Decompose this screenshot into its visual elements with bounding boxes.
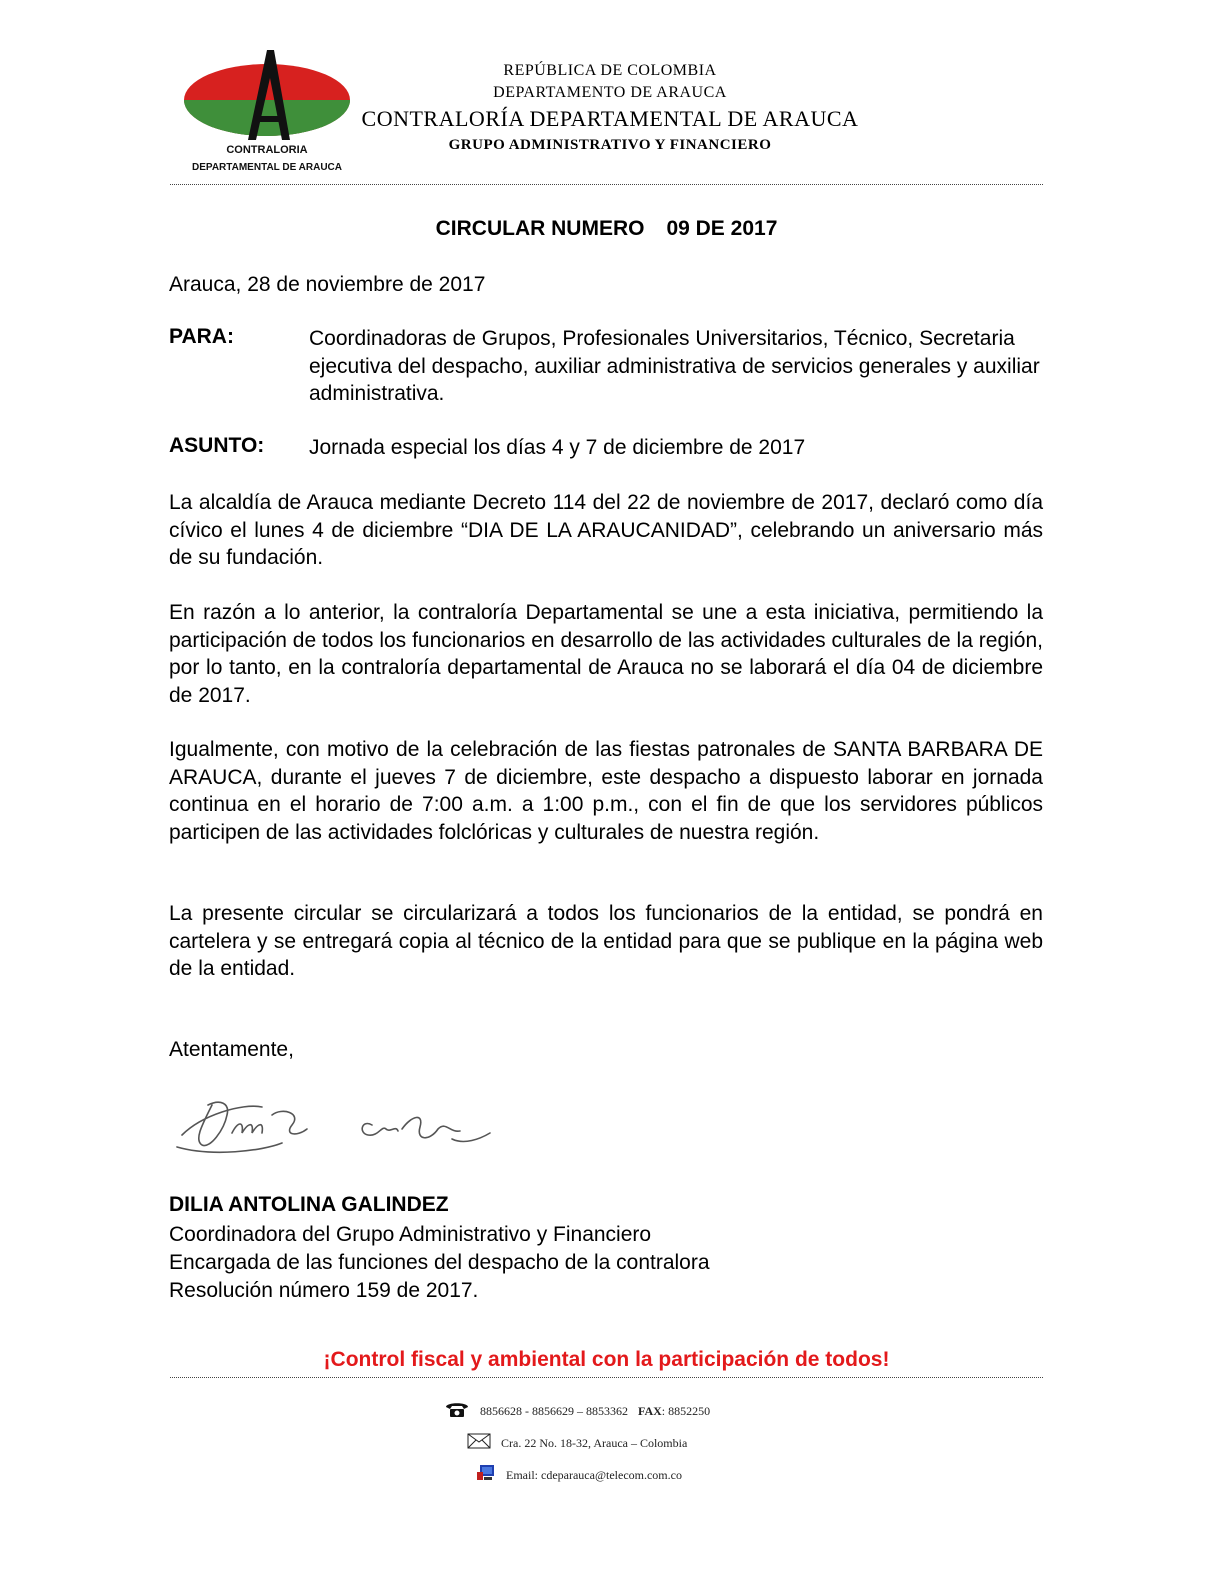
- body-paragraph: La alcaldía de Arauca mediante Decreto 114 del 22 de noviembre de 2017, declaró como día cívico el lunes 4 de diciembre “DIA DE LA ARAUCANIDAD”, celebrando un aniversario más de su fundación.: [169, 491, 1043, 569]
- contact-phone: [444, 1400, 710, 1422]
- asunto-subject: Jornada especial los días 4 y 7 de diciembre de 2017: [309, 436, 806, 459]
- body-paragraph: Igualmente, con motivo de la celebración de las fiestas patronales de SANTA BARBARA DE ARAUCA, durante el jueves 7 de diciembre, este despacho a dispuesto laborar en jornada continua en el horario de 7:00 a.m. a 1:00 p.m., con el fin de que los servidores públicos participen de las actividades folclóricas y culturales de nuestra región.: [169, 738, 1043, 844]
- fax-label: FAX: [638, 1403, 662, 1418]
- computer-icon: [476, 1463, 496, 1487]
- phone-numbers: 8856628 - 8856629 – 8853362: [480, 1403, 628, 1418]
- body-paragraph: La presente circular se circularizará a todos los funcionarios de la entidad, se pondrá en cartelera y se entregará copia al técnico de la entidad para que se publique en la página web de la entidad.: [169, 902, 1043, 980]
- contraloria-logo: [182, 48, 352, 176]
- contact-email: [476, 1463, 682, 1487]
- signer-resolution: Resolución número 159 de 2017.: [169, 1279, 479, 1302]
- body-paragraph: En razón a lo anterior, la contraloría Departamental se une a esta iniciativa, permitiendo la participación de todos los funcionarios en desarrollo de las actividades culturales de la región, por lo tanto, en la contraloría departamental de Arauca no se laborará el día 04 de diciembre de 2017.: [169, 601, 1043, 707]
- circular-title-label: CIRCULAR NUMERO: [435, 217, 645, 240]
- telephone-icon: [444, 1400, 470, 1422]
- signer-name: DILIA ANTOLINA GALINDEZ: [169, 1193, 449, 1216]
- header-grupo: GRUPO ADMINISTRATIVO Y FINANCIERO: [448, 137, 772, 153]
- asunto-label: ASUNTO:: [169, 434, 265, 457]
- signer-role: Encargada de las funciones del despacho de la contralora: [169, 1251, 710, 1274]
- envelope-icon: [467, 1433, 491, 1453]
- header-contraloria: CONTRALORÍA DEPARTAMENTAL DE ARAUCA: [361, 106, 859, 131]
- signer-title: Coordinadora del Grupo Administrativo y Financiero: [169, 1223, 652, 1246]
- header-departamento: DEPARTAMENTO DE ARAUCA: [493, 84, 727, 101]
- circular-title: [170, 217, 1043, 241]
- logo-text-2: DEPARTAMENTAL DE ARAUCA: [192, 162, 342, 173]
- email-text: Email: cdeparauca@telecom.com.co: [506, 1467, 682, 1482]
- header-divider: [170, 184, 1043, 185]
- circular-number: 09 DE 2017: [666, 217, 778, 240]
- footer-slogan: ¡Control fiscal y ambiental con la participación de todos!: [323, 1348, 890, 1371]
- para-label: PARA:: [169, 325, 234, 348]
- header-republica: REPÚBLICA DE COLOMBIA: [503, 62, 717, 79]
- handwritten-signature: [172, 1085, 502, 1170]
- document-date: Arauca, 28 de noviembre de 2017: [169, 273, 486, 296]
- logo-text-1: CONTRALORIA: [226, 144, 308, 156]
- fax-number: : 8852250: [661, 1403, 711, 1418]
- address-text: Cra. 22 No. 18-32, Arauca – Colombia: [501, 1435, 688, 1450]
- para-recipients: Coordinadoras de Grupos, Profesionales Universitarios, Técnico, Secretaria ejecutiva del despacho, auxiliar administrativa de servicios generales y auxiliar administrativa.: [309, 327, 1040, 405]
- closing: Atentamente,: [169, 1038, 294, 1061]
- contact-address: [467, 1433, 687, 1453]
- footer-divider: [170, 1377, 1043, 1378]
